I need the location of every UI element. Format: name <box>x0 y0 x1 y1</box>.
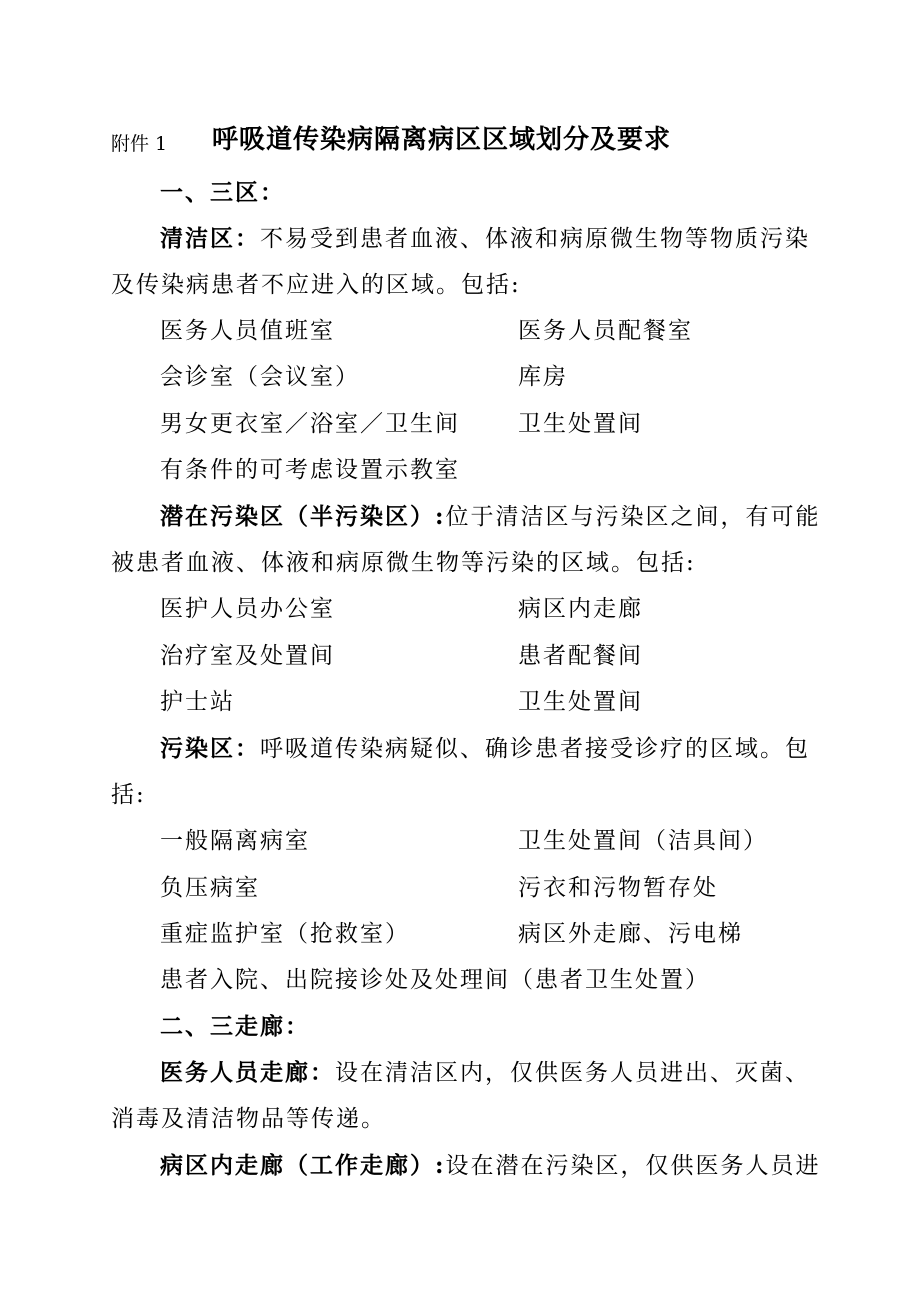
semi-item: 患者配餐间 <box>518 643 643 669</box>
inner-corridor-label: 病区内走廊（工作走廊）: <box>160 1152 446 1179</box>
section2-heading: 二、三走廊： <box>160 1013 310 1040</box>
semi-item: 医护人员办公室 <box>160 596 335 622</box>
contaminated-zone-desc-1: 呼吸道传染病疑似、确诊患者接受诊疗的区域。包 <box>260 736 810 762</box>
semi-zone-paragraph <box>160 501 821 533</box>
contaminated-item: 重症监护室（抢救室） <box>160 921 410 947</box>
contaminated-item: 一般隔离病室 <box>160 828 310 854</box>
semi-item: 卫生处置间 <box>518 689 643 715</box>
semi-item: 护士站 <box>160 689 235 715</box>
contaminated-item: 负压病室 <box>160 875 260 901</box>
semi-zone-label: 潜在污染区（半污染区）: <box>160 503 446 530</box>
contaminated-zone-label: 污染区： <box>160 735 260 762</box>
contaminated-item: 患者入院、出院接诊处及处理间（患者卫生处置） <box>160 967 710 993</box>
section1-heading: 一、三区： <box>160 179 285 206</box>
clean-zone-desc-2: 及传染病患者不应进入的区域。包括: <box>111 272 521 298</box>
clean-item: 医务人员值班室 <box>160 318 335 344</box>
clean-item: 会诊室（会议室） <box>160 364 360 390</box>
staff-corridor-label: 医务人员走廊： <box>160 1059 335 1086</box>
staff-corridor-desc-2: 消毒及清洁物品等传递。 <box>111 1106 386 1132</box>
annex-label: 附件 1 <box>111 133 168 155</box>
contaminated-zone-paragraph <box>160 733 810 765</box>
semi-zone-desc-2: 被患者血液、体液和病原微生物等污染的区域。包括: <box>111 550 696 576</box>
semi-item: 病区内走廊 <box>518 596 643 622</box>
clean-zone-paragraph <box>160 223 810 255</box>
staff-corridor-desc-1: 设在清洁区内，仅供医务人员进出、灭菌、 <box>335 1060 810 1086</box>
clean-item: 库房 <box>518 364 568 390</box>
semi-zone-desc-1: 位于清洁区与污染区之间，有可能 <box>445 504 821 530</box>
inner-corridor-paragraph <box>160 1150 821 1182</box>
staff-corridor-paragraph <box>160 1057 810 1089</box>
clean-zone-label: 清洁区： <box>160 225 260 252</box>
semi-item: 治疗室及处置间 <box>160 643 335 669</box>
clean-item: 卫生处置间 <box>518 411 643 437</box>
contaminated-item: 病区外走廊、污电梯 <box>518 921 743 947</box>
inner-corridor-desc-1: 设在潜在污染区，仅供医务人员进 <box>445 1153 821 1179</box>
clean-item: 男女更衣室／浴室／卫生间 <box>160 411 460 437</box>
contaminated-item: 卫生处置间（洁具间） <box>518 828 768 854</box>
clean-item: 有条件的可考虑设置示教室 <box>160 457 460 483</box>
clean-zone-desc-1: 不易受到患者血液、体液和病原微生物等物质污染 <box>260 226 810 252</box>
contaminated-item: 污衣和污物暂存处 <box>518 875 718 901</box>
document-title: 呼吸道传染病隔离病区区域划分及要求 <box>212 125 672 155</box>
clean-item: 医务人员配餐室 <box>518 318 693 344</box>
contaminated-zone-desc-2: 括: <box>111 782 146 808</box>
